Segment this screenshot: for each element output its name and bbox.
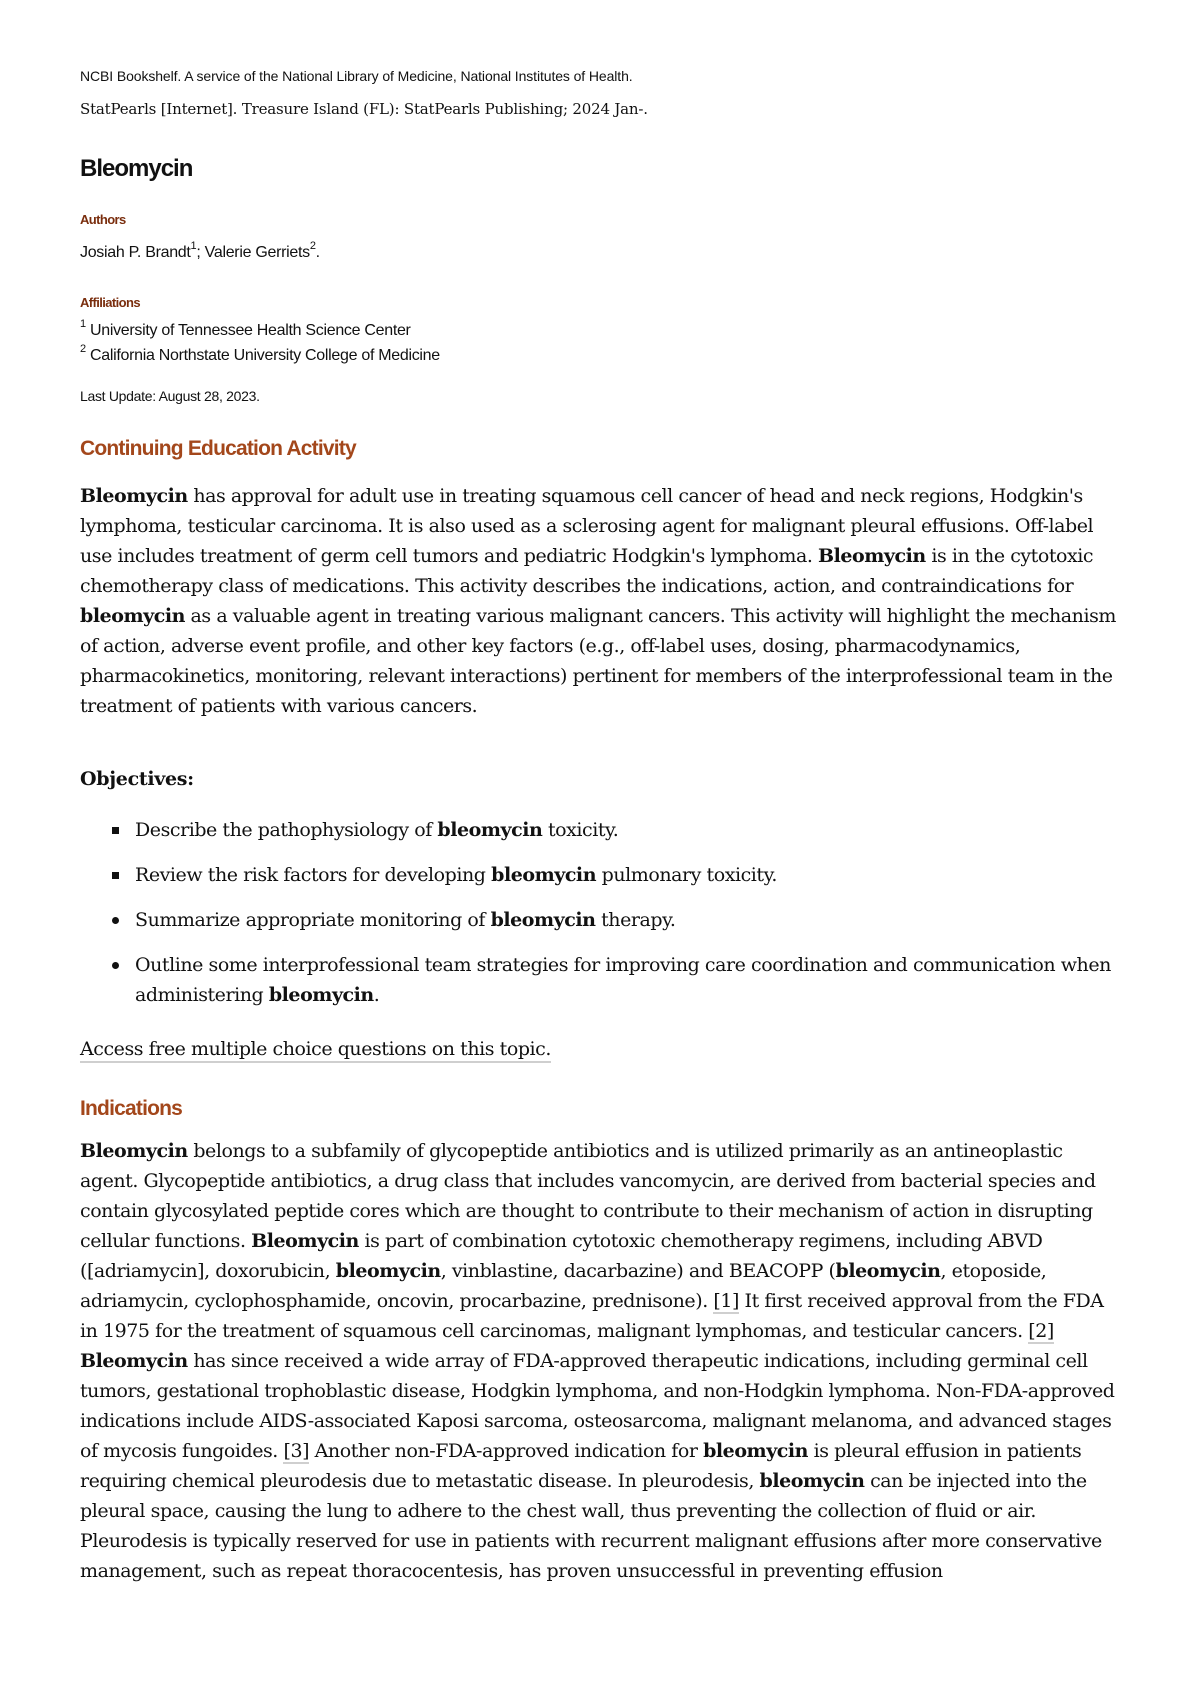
author-affiliation-marker: 1: [190, 240, 197, 252]
round-bullet-icon: [112, 962, 119, 969]
author-link-gerriets[interactable]: Valerie Gerriets: [204, 244, 310, 261]
drug-name: Bleomycin: [80, 485, 188, 507]
text-run: belongs to a subfamily of glycopeptide antibiotics and is utilized primarily as an antineoplastic agent. Glycopeptide antibiotics, a drug class that includes vancomycin, are derived from bacterial species and contain glycosylated peptide cores which are thought to contribute to their mechanism of action in disrupting cellular functions.: [80, 1140, 1096, 1252]
page-title: Bleomycin: [80, 155, 193, 182]
bookshelf-notice: NCBI Bookshelf. A service of the National Library of Medicine, National Institutes of Health.: [80, 68, 633, 84]
section-heading-cea: Continuing Education Activity: [80, 437, 356, 460]
drug-name: Bleomycin: [251, 1230, 359, 1252]
text-run: It first received approval from the FDA in 1975 for the treatment of squamous cell carcinomas, malignant lymphomas, and testicular cancers.: [80, 1290, 1104, 1342]
reference-link[interactable]: [3]: [283, 1440, 310, 1462]
text-run: has since received a wide array of FDA-approved therapeutic indications, including germinal cell tumors, gestational trophoblastic disease, Hodgkin lymphoma, and non-Hodgkin lymphoma. Non-FDA-approved indications include AIDS-associated Kaposi sarcoma, osteosarcoma, malignant melanoma, and advanced stages of mycosis fungoides.: [80, 1350, 1115, 1462]
affiliation-name: California Northstate University College of Medicine: [89, 347, 440, 364]
text-run: , vinblastine, dacarbazine) and BEACOPP (: [440, 1260, 836, 1282]
affiliation-number: 1: [80, 318, 86, 330]
drug-name: bleomycin: [703, 1440, 809, 1462]
drug-name: bleomycin: [80, 605, 185, 627]
last-update: Last Update: August 28, 2023.: [80, 388, 260, 404]
affiliation-name: University of Tennessee Health Science Center: [89, 322, 411, 339]
objectives-list: [80, 815, 1120, 1025]
drug-name: Bleomycin: [80, 1140, 188, 1162]
text-run: , etoposide, adriamycin, cyclophosphamide, oncovin, procarbazine, prednisone).: [80, 1260, 1047, 1312]
list-item: Summarize appropriate monitoring of bleomycin therapy.: [80, 905, 1120, 935]
citation: StatPearls [Internet]. Treasure Island (FL): StatPearls Publishing; 2024 Jan-.: [80, 100, 648, 118]
authors-label: Authors: [80, 212, 126, 227]
reference-link[interactable]: [2]: [1028, 1320, 1054, 1342]
affiliation-item: [80, 343, 440, 365]
drug-name: bleomycin: [835, 1260, 941, 1282]
section-heading-indications: Indications: [80, 1097, 183, 1120]
text-run: is part of combination cytotoxic chemotherapy regimens, including ABVD ([adriamycin], doxorubicin,: [80, 1230, 1043, 1282]
mcq-access-link[interactable]: Access free multiple choice questions on this topic.: [80, 1038, 551, 1063]
indications-paragraph: [80, 1136, 1120, 1586]
square-bullet-icon: [112, 872, 119, 879]
round-bullet-icon: [112, 917, 119, 924]
drug-name: Bleomycin: [818, 545, 926, 567]
cea-paragraph: [80, 481, 1120, 721]
author-affiliation-marker: 2: [309, 240, 316, 252]
author-separator: ;: [196, 244, 205, 261]
affiliation-number: 2: [80, 343, 86, 355]
text-run: has approval for adult use in treating squamous cell cancer of head and neck regions, Hodgkin's lymphoma, testicular carcinoma. It is also used as a sclerosing agent for malignant pleural effusions. Off-label use includes treatment of germ cell tumors and pediatric Hodgkin's lymphoma.: [80, 485, 1094, 567]
text-run: as a valuable agent in treating various malignant cancers. This activity will highlight the mechanism of action, adverse event profile, and other key factors (e.g., off-label uses, dosing, pharmacodynamics, pharmacokinetics, monitoring, relevant interactions) pertinent for members of the interprofessional team in the treatment of patients with various cancers.: [80, 605, 1116, 717]
drug-name: bleomycin: [759, 1470, 865, 1492]
reference-link[interactable]: [1]: [713, 1290, 739, 1312]
author-link-brandt[interactable]: Josiah P. Brandt: [80, 244, 191, 261]
list-item: Describe the pathophysiology of bleomycin toxicity.: [80, 815, 1120, 845]
text-run: is pleural effusion in patients requiring chemical pleurodesis due to metastatic disease. In pleurodesis,: [80, 1440, 1082, 1492]
affiliation-item: [80, 318, 411, 340]
list-item: Outline some interprofessional team strategies for improving care coordination and communication when administering bleomycin.: [80, 950, 1120, 1010]
author-end-punct: .: [315, 244, 320, 261]
text-run: Another non-FDA-approved indication for: [309, 1440, 704, 1462]
affiliations-label: Affiliations: [80, 295, 140, 310]
list-item: Review the risk factors for developing bleomycin pulmonary toxicity.: [80, 860, 1120, 890]
drug-name: Bleomycin: [80, 1350, 188, 1372]
authors-line: [80, 240, 320, 262]
text-run: can be injected into the pleural space, causing the lung to adhere to the chest wall, thus preventing the collection of fluid or air. Pleurodesis is typically reserved for use in patients with recurrent malignant effusions after more conservative management, such as repeat thoracocentesis, has proven unsuccessful in preventing effusion: [80, 1470, 1102, 1582]
objectives-label: Objectives:: [80, 768, 194, 790]
text-run: is in the cytotoxic chemotherapy class of medications. This activity describes the indications, action, and contraindications for: [80, 545, 1094, 597]
drug-name: bleomycin: [335, 1260, 441, 1282]
square-bullet-icon: [112, 827, 119, 834]
